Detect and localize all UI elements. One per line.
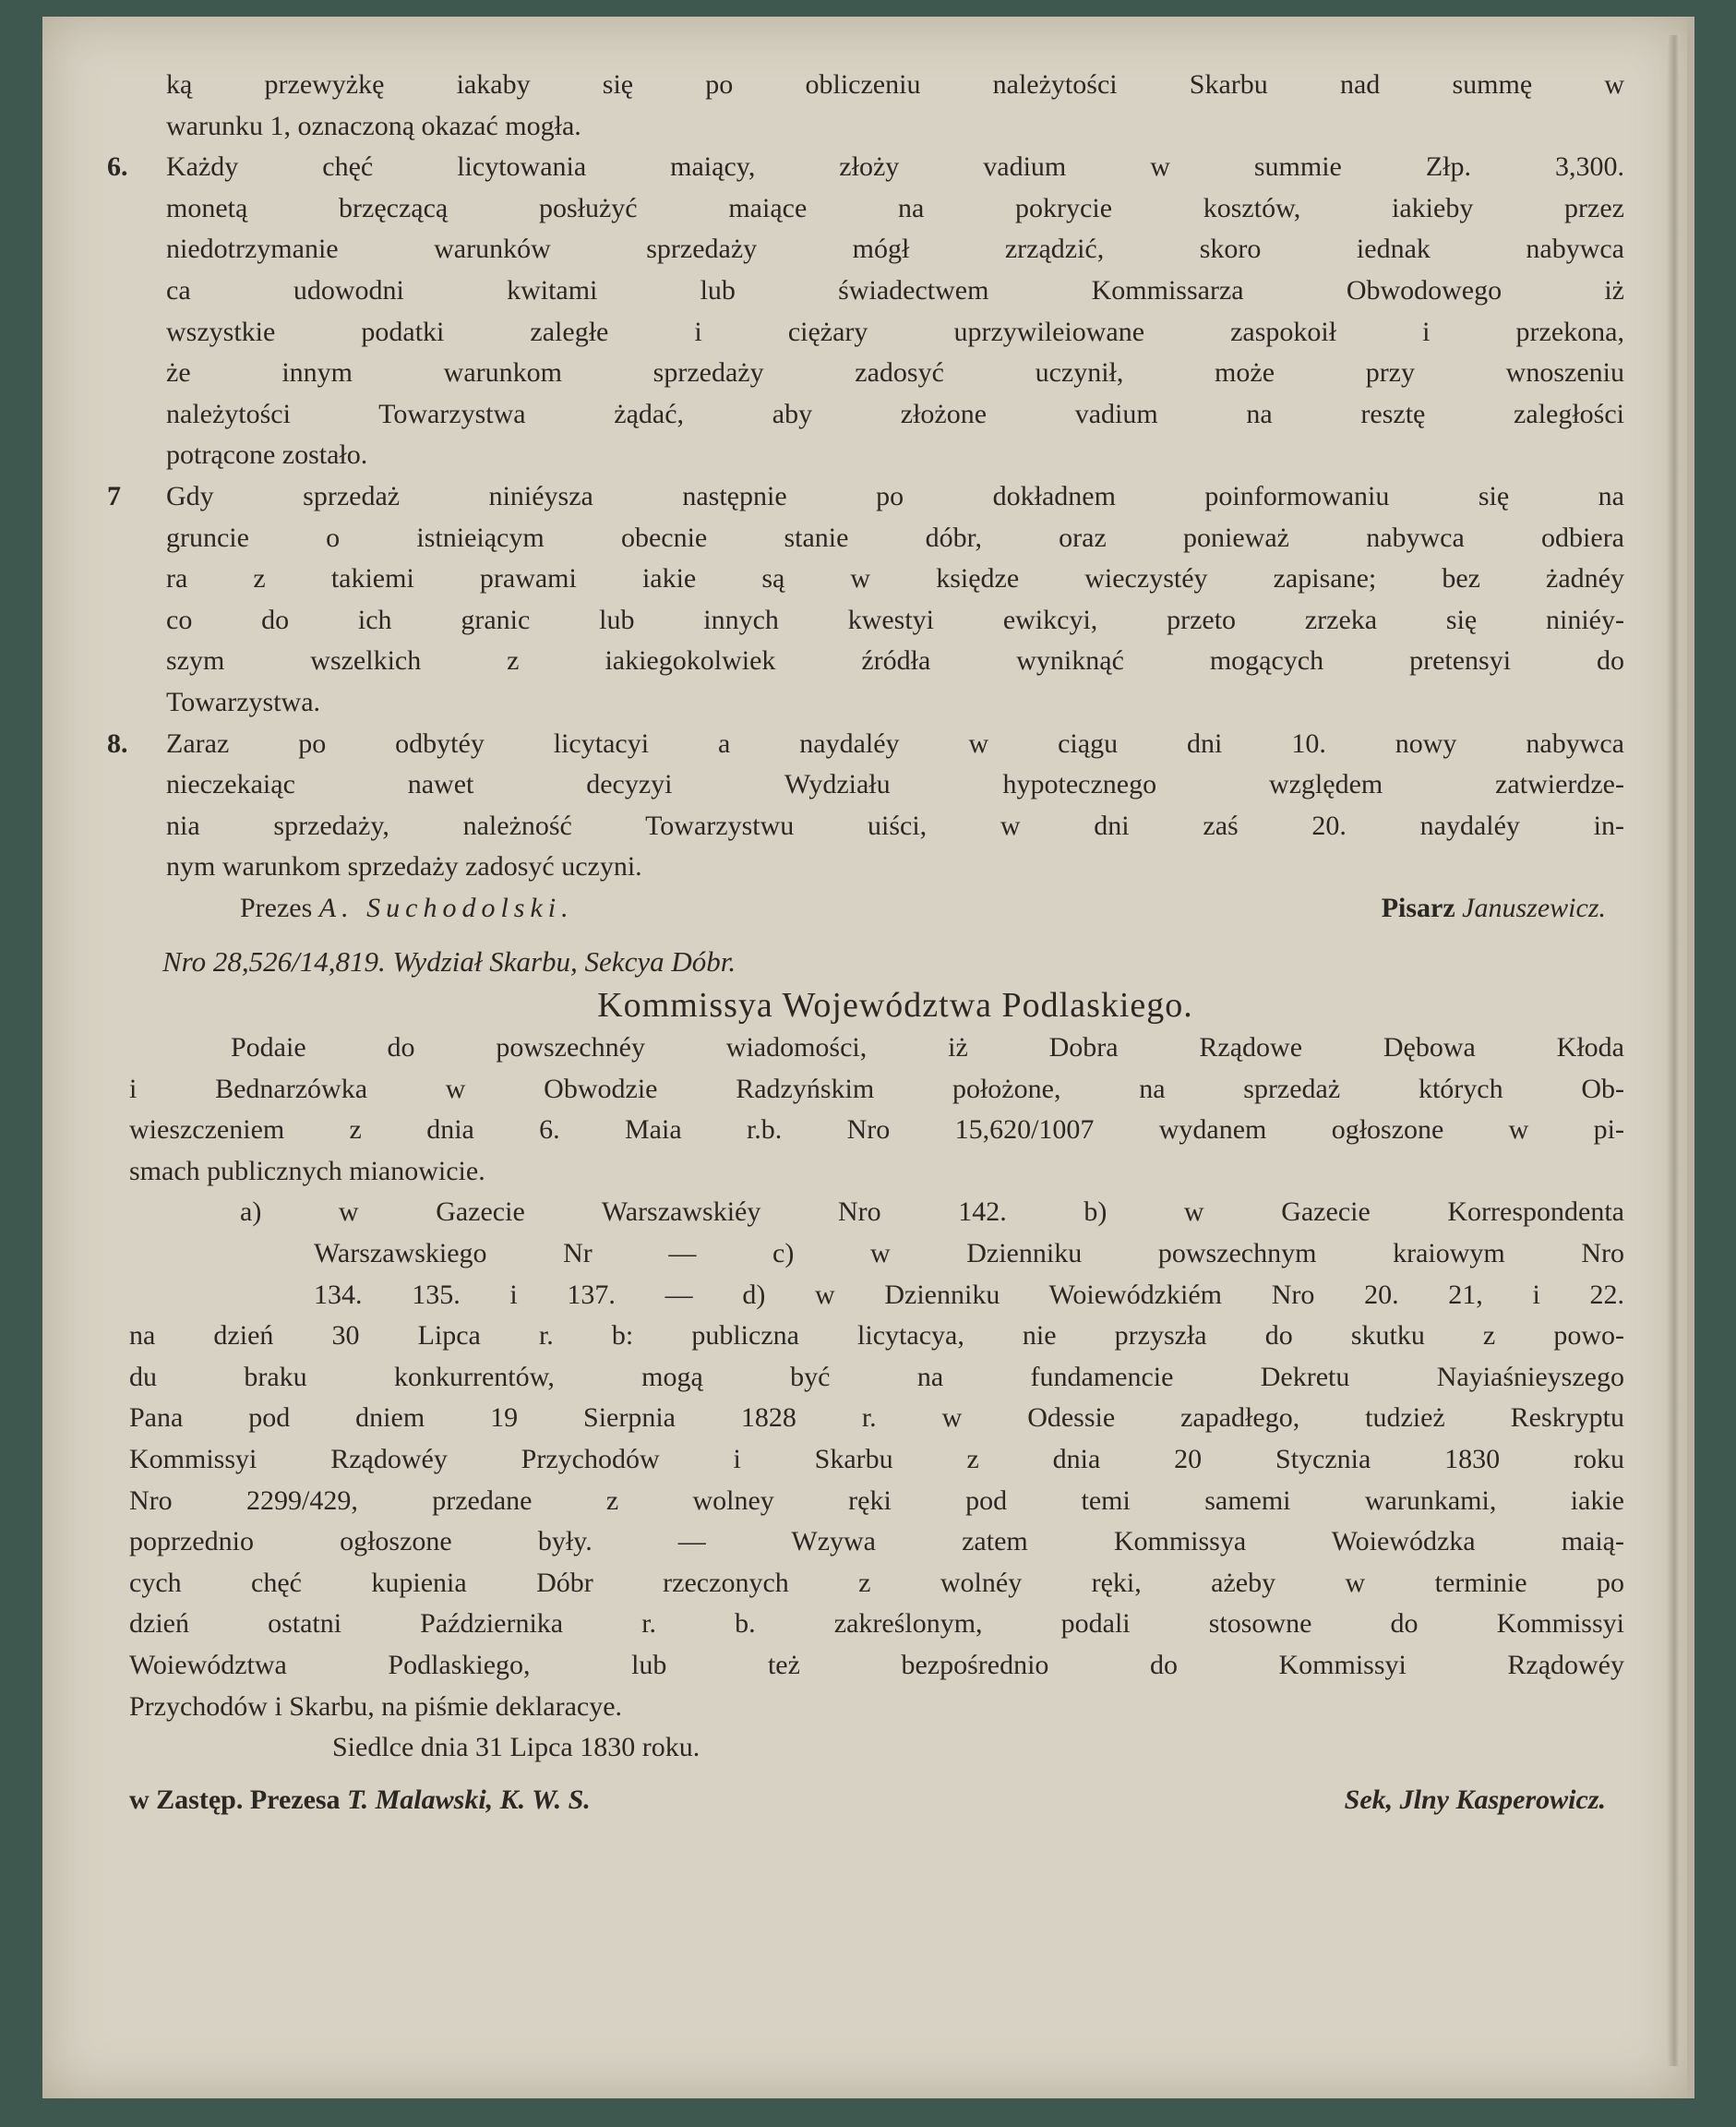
signature-name: Kasperowicz. [1455, 1784, 1606, 1815]
item-8 [107, 724, 1624, 888]
text-line: nieczekaiąc nawet decyzyi Wydziału hypotecznego względem zatwierdze- [166, 769, 1624, 800]
document-text [107, 65, 1624, 1821]
item-7 [107, 476, 1624, 724]
text-line: Woiewództwa Podlaskiego, lub też bezpośrednio do Kommissyi Rządowéy [129, 1649, 1624, 1680]
signature-name: A. Suchodolski. [318, 892, 574, 923]
signature-label: Sek, Jlny [1344, 1784, 1449, 1815]
signature-right [1345, 1780, 1606, 1821]
text-line: ra z takiemi prawami iakie są w księdze wieczystéy zapisane; bez żadnéy [166, 563, 1624, 595]
text-line: smach publicznych mianowicie. [129, 1155, 485, 1186]
spacer [166, 929, 1624, 942]
text-line: Nro 2299/429, przedane z wolney ręki pod temi samemi warunkami, iakie [129, 1484, 1624, 1516]
text-line: należytości Towarzystwa żądać, aby złożone vadium na resztę zaległości [166, 398, 1624, 429]
text-line: Zaraz po odbytéy licytacyi a naydaléy w ciągu dni 10. nowy nabywca [166, 727, 1624, 759]
text-line: Warszawskiego Nr — c) w Dzienniku powszechnym kraiowym Nro [314, 1238, 1624, 1269]
text-line: Podaie do powszechnéy wiadomości, iż Dobra Rządowe Dębowa Kłoda [231, 1032, 1624, 1064]
text-line: na dzień 30 Lipca r. b: publiczna licytacya, nie przyszła do skutku z powo- [129, 1320, 1624, 1352]
text-line: Kommissyi Rządowéy Przychodów i Skarbu z dnia 20 Stycznia 1830 roku [129, 1444, 1624, 1474]
signature-row [166, 888, 1624, 930]
signature-label: Prezes [240, 892, 313, 923]
text-line: Towarzystwa. [166, 686, 321, 717]
text-line: ką przewyżkę iakaby się po obliczeniu należytości Skarbu nad summę w [166, 69, 1624, 100]
signature-left [240, 888, 574, 930]
text-line: 134. 135. i 137. — d) w Dzienniku Woiewódzkiém Nro 20. 21, i 22. [314, 1279, 1624, 1310]
text-line: cych chęć kupienia Dóbr rzeczonych z wolnéy ręki, ażeby w terminie po [129, 1567, 1624, 1598]
item-number: 8. [107, 727, 128, 759]
signature-left [129, 1780, 591, 1821]
date-line: Siedlce dnia 31 Lipca 1830 roku. [332, 1732, 700, 1763]
text-line: ca udowodni kwitami lub świadectwem Kommissarza Obwodowego iż [166, 274, 1624, 306]
text-line: du braku konkurrentów, mogą być na fundamencie Dekretu Nayiaśnieyszego [129, 1361, 1624, 1392]
signature-row [129, 1780, 1624, 1821]
text-line: potrącone zostało. [166, 439, 368, 471]
signature-right [1382, 888, 1606, 930]
text-line: nia sprzedaży, należność Towarzystwu uiści, w dni zaś 20. naydaléy in- [166, 810, 1624, 841]
signature-name: Januszewicz. [1462, 892, 1606, 923]
text-line: Każdy chęć licytowania maiący, złoży vadium w summie Złp. 3,300. [166, 151, 1624, 183]
text-line: że innym warunkom sprzedaży zadosyć uczynił, może przy wnoszeniu [166, 357, 1624, 389]
text-line: wszystkie podatki zaległe i ciężary uprzywileiowane zaspokoił i przekona, [166, 316, 1624, 347]
text-line: niedotrzymanie warunków sprzedaży mógł zrządzić, skoro iednak nabywca [166, 234, 1624, 265]
text-line: i Bednarzówka w Obwodzie Radzyńskim położone, na sprzedaż których Ob- [129, 1073, 1624, 1104]
text-line: poprzednio ogłoszone były. — Wzywa zatem Kommissya Woiewódzka maią- [129, 1526, 1624, 1557]
reference-line: Nro 28,526/14,819. Wydział Skarbu, Sekcya Dóbr. [162, 945, 736, 979]
page-edge [1667, 35, 1680, 2066]
item-6 [107, 147, 1624, 476]
text-line: szym wszelkich z iakiegokolwiek źródła wyniknąć mogących pretensyi do [166, 645, 1624, 677]
text-line: nym warunkom sprzedaży zadosyć uczyni. [166, 851, 642, 883]
text-line: dzień ostatni Października r. b. zakreślonym, podali stosowne do Kommissyi [129, 1608, 1624, 1640]
text-line: warunku 1, oznaczoną okazać mogła. [166, 110, 581, 141]
text-line: Pana pod dniem 19 Sierpnia 1828 r. w Odessie zapadłego, tudzież Reskryptu [129, 1402, 1624, 1434]
item-number: 6. [107, 151, 128, 183]
text-line: Przychodów i Skarbu, na piśmie deklaracye. [129, 1690, 623, 1722]
signature-label: Pisarz [1381, 892, 1455, 923]
signature-name: T. Malawski, K. W. S. [347, 1784, 591, 1815]
item-number: 7 [107, 480, 121, 511]
text-line: Gdy sprzedaż niniéysza następnie po dokładnem poinformowaniu się na [166, 480, 1624, 511]
text-line: a) w Gazecie Warszawskiéy Nro 142. b) w Gazecie Korrespondenta [240, 1196, 1624, 1228]
text-line: co do ich granic lub innych kwestyi ewikcyi, przeto zrzeka się niniéy- [166, 604, 1624, 635]
signature-label: w Zastęp. Prezesa [129, 1784, 341, 1815]
text-line: monetą brzęczącą posłużyć maiące na pokrycie kosztów, iakieby przez [166, 192, 1624, 223]
text-line: gruncie o istnieiącym obecnie stanie dóbr, oraz ponieważ nabywca odbiera [166, 522, 1624, 553]
text-line: wieszczeniem z dnia 6. Maia r.b. Nro 15,620/1007 wydanem ogłoszone w pi- [129, 1114, 1624, 1146]
section-heading: Kommissya Województwa Podlaskiego. [597, 986, 1193, 1026]
